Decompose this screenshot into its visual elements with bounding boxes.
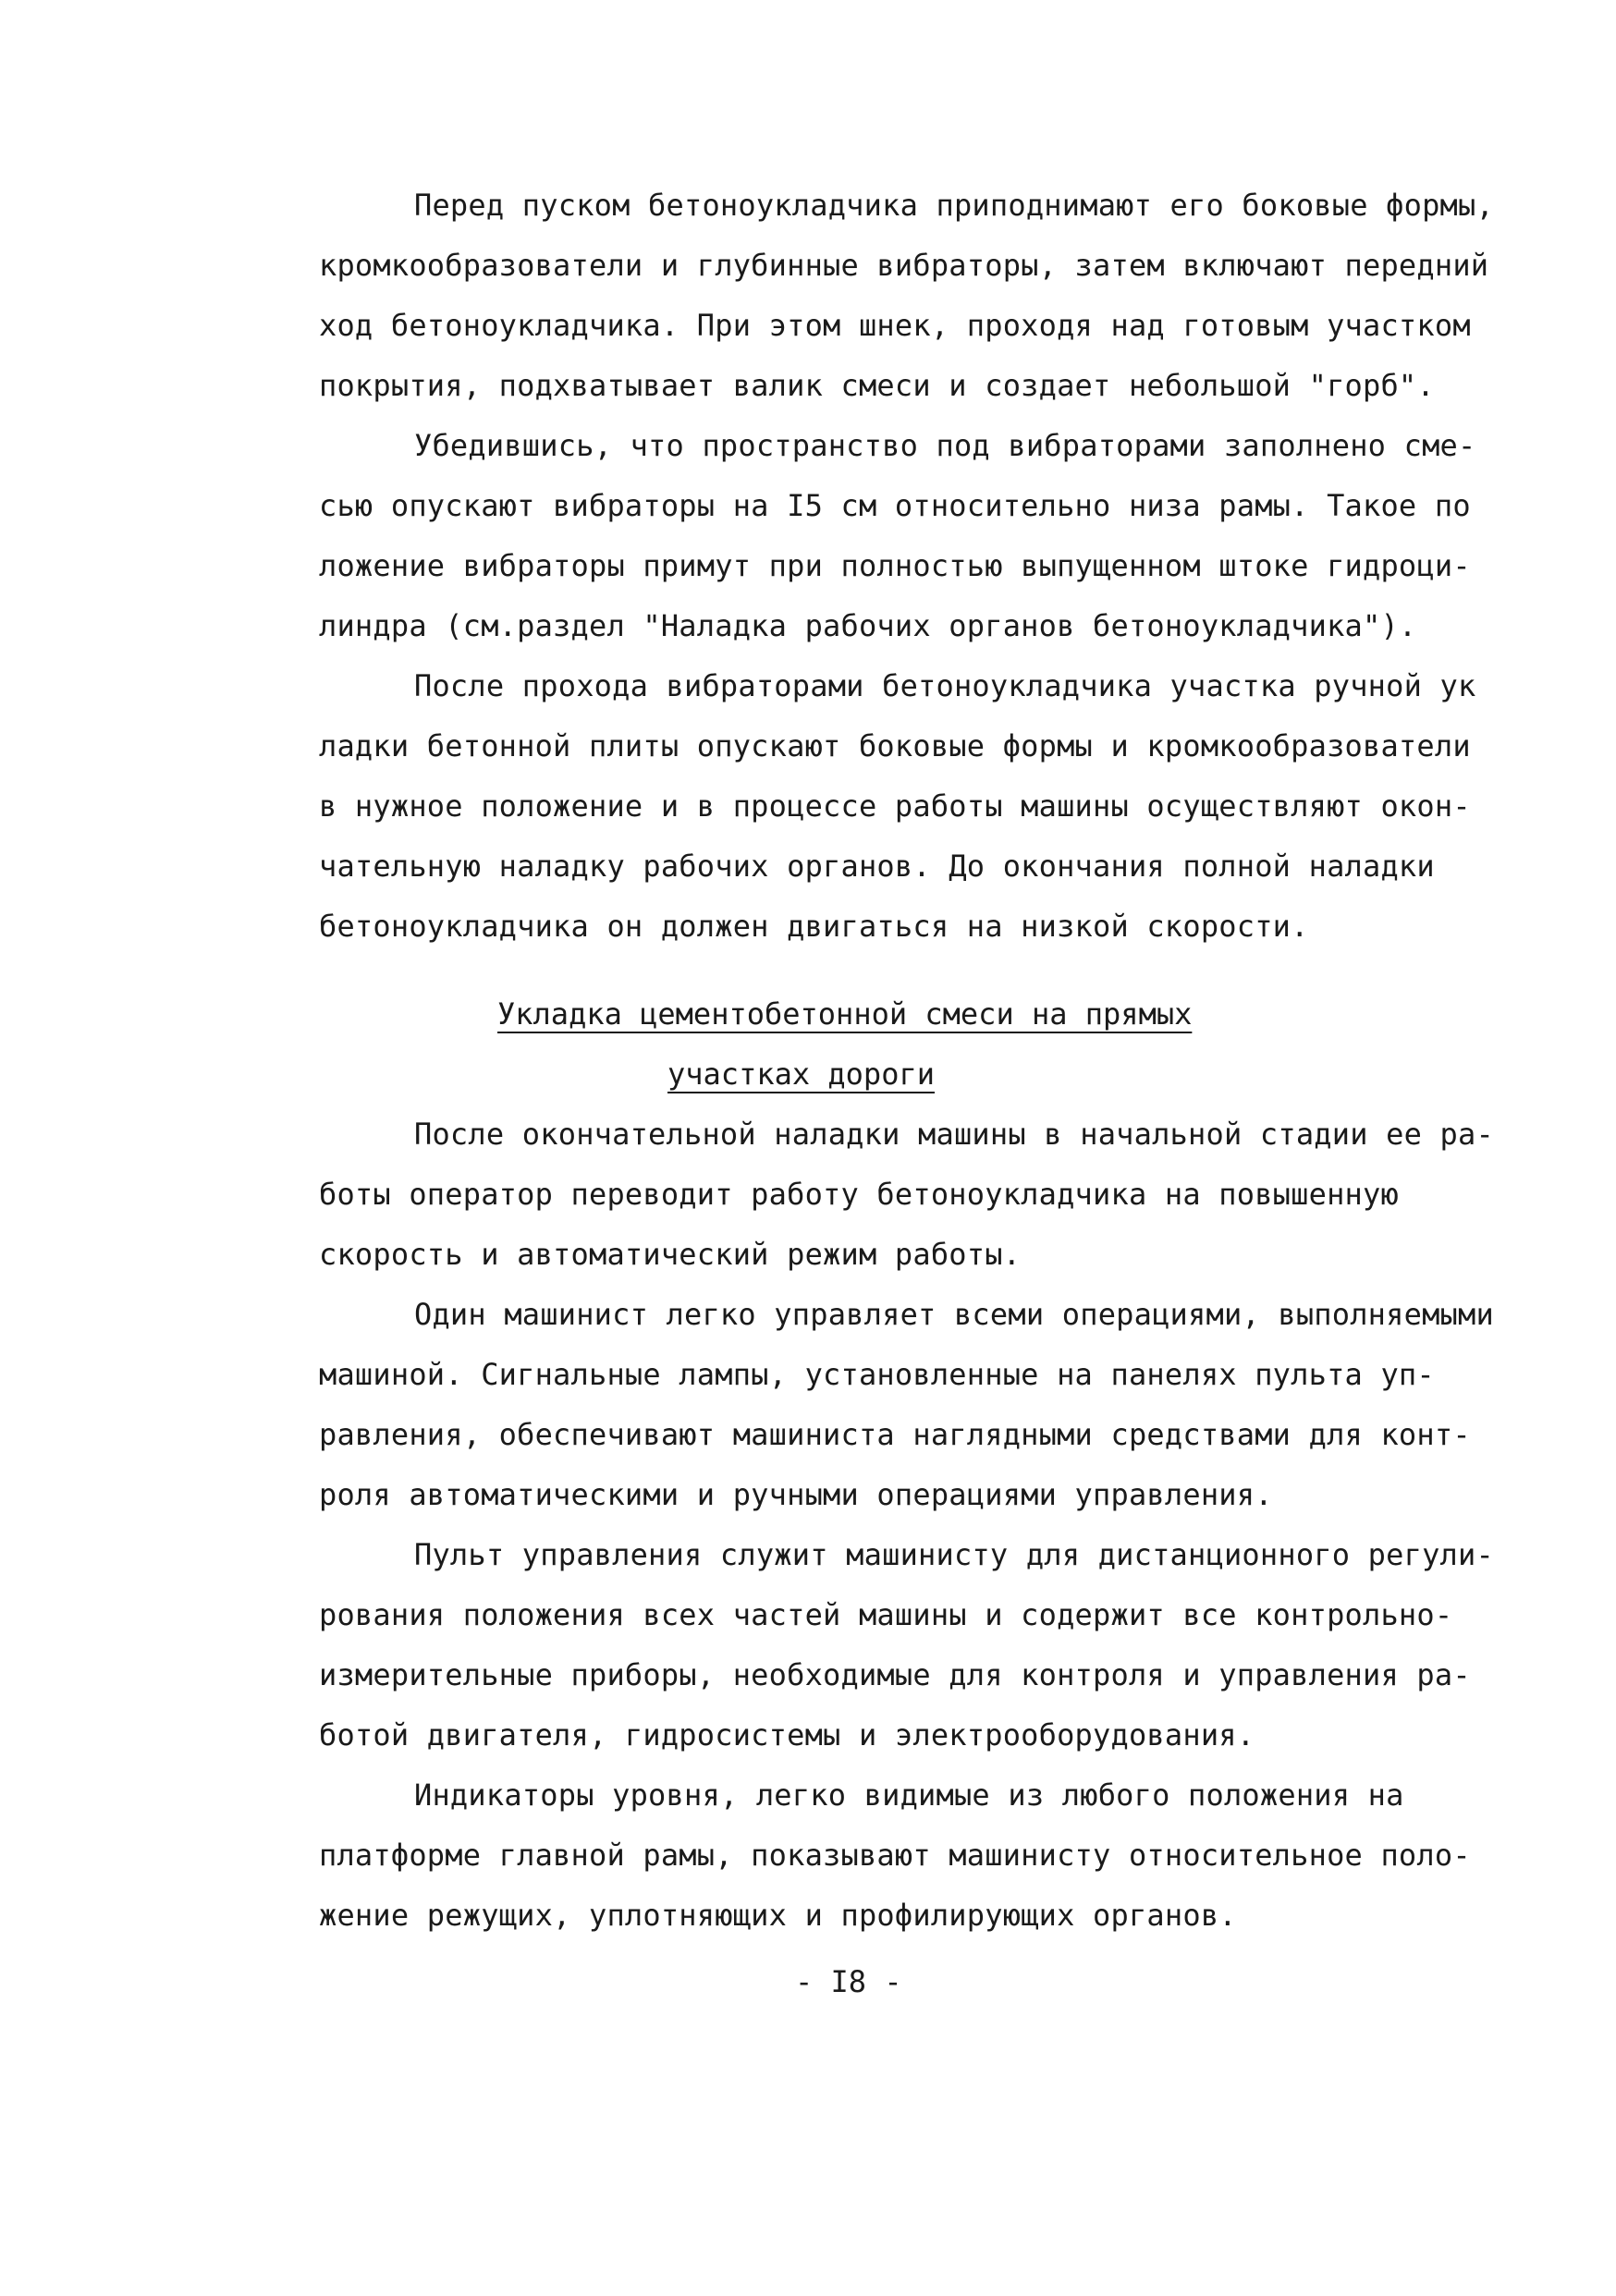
paragraph-3-line-2: ладки бетонной плиты опускают боковые формы и кромкообразователи <box>319 728 1471 763</box>
paragraph-1-line-2: кромкообразователи и глубинные вибраторы, затем включают передний <box>319 248 1489 283</box>
paragraph-3-line-3: в нужное положение и в процессе работы машины осуществляют окон- <box>319 788 1471 824</box>
paragraph-5-line-1: Один машинист легко управляет всеми операциями, выполняемыми <box>414 1297 1494 1332</box>
paragraph-3-line-1: После прохода вибраторами бетоноукладчика участка ручной ук <box>414 668 1476 703</box>
paragraph-3-line-4: чательную наладку рабочих органов. До окончания полной наладки <box>319 849 1435 884</box>
section-heading-line-2: участках дороги <box>667 1056 935 1092</box>
paragraph-2-line-4: линдра (см.раздел "Наладка рабочих органов бетоноукладчика"). <box>319 608 1417 643</box>
paragraph-5-line-4: роля автоматическими и ручными операциями управления. <box>319 1477 1273 1512</box>
paragraph-1-line-1: Перед пуском бетоноукладчика приподнимают его боковые формы, <box>414 188 1494 223</box>
section-heading-line-1: Укладка цементобетонной смеси на прямых <box>497 996 1193 1032</box>
paragraph-7-line-1: Индикаторы уровня, легко видимые из любого положения на <box>414 1777 1404 1813</box>
paragraph-1-line-4: покрытия, подхватывает валик смеси и создает небольшой "горб". <box>319 368 1435 403</box>
paragraph-7-line-2: платформе главной рамы, показывают машинисту относительное поло- <box>319 1838 1471 1873</box>
paragraph-1-line-3: ход бетоноукладчика. При этом шнек, проходя над готовым участком <box>319 308 1471 343</box>
page-number: - I8 - <box>795 1964 902 1999</box>
paragraph-5-line-3: равления, обеспечивают машиниста наглядными средствами для конт- <box>319 1417 1471 1452</box>
paragraph-4-line-1: После окончательной наладки машины в начальной стадии ее ра- <box>414 1117 1494 1152</box>
paragraph-6-line-1: Пульт управления служит машинисту для дистанционного регули- <box>414 1537 1494 1572</box>
paragraph-6-line-2: рования положения всех частей машины и содержит все контрольно- <box>319 1597 1453 1632</box>
paragraph-2-line-2: сью опускают вибраторы на I5 см относительно низа рамы. Такое по <box>319 488 1471 523</box>
paragraph-6-line-4: ботой двигателя, гидросистемы и электрооборудования. <box>319 1717 1255 1753</box>
paragraph-4-line-2: боты оператор переводит работу бетоноукладчика на повышенную <box>319 1177 1399 1212</box>
paragraph-6-line-3: измерительные приборы, необходимые для контроля и управления ра- <box>319 1657 1471 1692</box>
paragraph-2-line-1: Убедившись, что пространство под вибраторами заполнено сме- <box>414 428 1476 463</box>
paragraph-7-line-3: жение режущих, уплотняющих и профилирующих органов. <box>319 1898 1237 1933</box>
paragraph-4-line-3: скорость и автоматический режим работы. <box>319 1237 1022 1272</box>
paragraph-5-line-2: машиной. Сигнальные лампы, установленные на панелях пульта уп- <box>319 1357 1435 1392</box>
paragraph-3-line-5: бетоноукладчика он должен двигаться на низкой скорости. <box>319 909 1309 944</box>
paragraph-2-line-3: ложение вибраторы примут при полностью выпущенном штоке гидроци- <box>319 548 1471 583</box>
